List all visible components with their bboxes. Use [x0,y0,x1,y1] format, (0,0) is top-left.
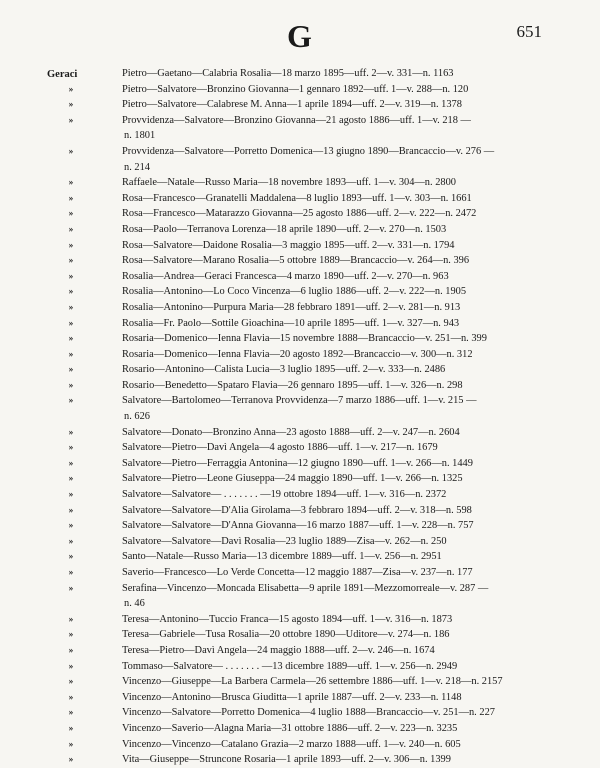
entry-line [0,222,600,238]
ditto-mark: » [68,535,74,546]
entry-text: Rosa—Francesco—Granatelli Maddalena—8 luglio 1893—uff. 1—v. 303—n. 1661 [122,192,472,204]
entry-line [0,471,600,487]
ditto-mark: » [68,333,74,344]
entry-text: Salvatore—Bartolomeo—Terranova Provvidenza—7 marzo 1886—uff. 1—v. 215 — [122,395,477,407]
entry-text: Provvidenza—Salvatore—Porretto Domenica—13 giugno 1890—Brancaccio—v. 276 — [122,145,495,157]
entry-line [0,503,600,519]
entry-line [0,737,600,753]
ditto-mark: » [68,364,74,375]
ditto-mark: » [68,489,74,500]
entry-line [0,612,600,628]
entry-line [0,347,600,363]
entry-line [0,191,600,207]
entry-text: Pietro—Salvatore—Bronzino Giovanna—1 gennaro 1892—uff. 1—v. 288—n. 120 [122,83,469,95]
entry-text: Teresa—Antonino—Tuccio Franca—15 agosto 1894—uff. 1—v. 316—n. 1873 [122,613,453,625]
entry-continuation-line [0,596,600,612]
entry-text: Rosaria—Domenico—Ienna Flavia—20 agosto 1892—Brancaccio—v. 300—n. 312 [122,348,473,360]
entry-text: Vincenzo—Giuseppe—La Barbera Carmela—26 settembre 1886—uff. 1—v. 218—n. 2157 [122,676,503,688]
ditto-mark: » [68,301,74,312]
ditto-mark: » [68,99,74,110]
entry-line [0,393,600,409]
ditto-mark: » [68,520,74,531]
ditto-mark: » [68,270,74,281]
entry-text: Salvatore—Salvatore—D'Anna Giovanna—16 marzo 1887—uff. 1—v. 228—n. 757 [122,520,474,532]
ditto-mark: » [68,442,74,453]
ditto-mark: » [68,567,74,577]
ditto-mark: » [68,691,74,702]
ditto-mark: » [68,613,74,624]
entry-text: Provvidenza—Salvatore—Bronzino Giovanna—21 agosto 1886—uff. 1—v. 218 — [122,114,471,126]
entry-text: n. 46 [124,598,145,610]
page-letter-heading: G [287,18,313,54]
ditto-mark: » [68,83,74,94]
ditto-mark: » [68,348,74,359]
entry-text: Vincenzo—Antonino—Brusca Giuditta—1 aprile 1887—uff. 2—v. 233—n. 1148 [122,691,462,703]
entry-continuation-line [0,160,600,176]
entry-line [0,425,600,441]
entry-line [0,144,600,160]
entry-text: Rosa—Francesco—Matarazzo Giovanna—25 agosto 1886—uff. 2—v. 222—n. 2472 [122,208,477,220]
entry-line [0,518,600,534]
entry-text: Rosa—Salvatore—Daidone Rosalia—3 maggio 1895—uff. 2—v. 331—n. 1794 [122,239,455,251]
entry-text: Salvatore—Salvatore—D'Alia Girolama—3 febbraro 1894—uff. 2—v. 318—n. 598 [122,504,472,516]
entry-text: Salvatore—Donato—Bronzino Anna—23 agosto 1888—uff. 2—v. 247—n. 2604 [122,426,460,438]
entry-line [0,113,600,129]
page-number: 651 [516,22,542,41]
ditto-mark: » [68,223,74,234]
entry-line [0,82,600,98]
ditto-mark: » [68,754,74,765]
entry-line [0,690,600,706]
entry-text: Teresa—Gabriele—Tusa Rosalia—20 ottobre 1890—Uditore—v. 274—n. 186 [122,629,450,641]
ditto-mark: » [68,629,74,640]
ditto-mark: » [68,317,74,328]
ditto-mark: » [68,722,74,733]
ditto-mark: » [68,644,74,655]
entry-text: Rosalia—Fr. Paolo—Sottile Gioachina—10 aprile 1895—uff. 1—v. 327—n. 943 [122,317,460,329]
entry-text: Salvatore—Salvatore—Davì Rosalia—23 luglio 1889—Zisa—v. 262—n. 250 [122,535,447,547]
entry-text: Vincenzo—Saverio—Alagna Maria—31 ottobre 1886—uff. 2—v. 223—n. 3235 [122,722,458,734]
entry-text: Rosalia—Andrea—Geraci Francesca—4 marzo 1890—uff. 2—v. 270—n. 963 [122,270,449,282]
entry-text: Salvatore—Salvatore— . . . . . . . —19 ottobre 1894—uff. 1—v. 316—n. 2372 [122,489,447,501]
entry-text: Rosario—Benedetto—Spataro Flavia—26 gennaro 1895—uff. 1—v. 326—n. 298 [122,379,463,391]
entry-line [0,269,600,285]
entry-text: Rosa—Paolo—Terranova Lorenza—18 aprile 1890—uff. 2—v. 270—n. 1503 [122,223,447,235]
register-entries [0,66,600,768]
entry-line [0,440,600,456]
ditto-mark: » [68,707,74,718]
entry-continuation-line [0,409,600,425]
entry-line [0,581,600,597]
ditto-mark: » [68,504,74,515]
entry-line [0,284,600,300]
ditto-mark: » [68,582,74,593]
entry-line [0,175,600,191]
entry-line [0,549,600,565]
entry-line [0,659,600,675]
entry-line [0,456,600,472]
entry-line [0,721,600,737]
entry-line [0,378,600,394]
entry-text: Saverio—Francesco—Lo Verde Concetta—12 maggio 1887—Zisa—v. 237—n. 177 [122,567,473,578]
ditto-mark: » [68,177,74,188]
ditto-mark: » [68,457,74,468]
entry-text: n. 214 [124,161,150,173]
ditto-mark: » [68,239,74,250]
ditto-mark: » [68,473,74,484]
entry-text: Tommaso—Salvatore— . . . . . . . —13 dicembre 1889—uff. 1—v. 256—n. 2949 [122,660,458,672]
entry-line [0,565,600,581]
entry-line [0,206,600,222]
entry-line [0,316,600,332]
ditto-mark: » [68,395,74,406]
entry-text: Teresa—Pietro—Davì Angela—24 maggio 1888—uff. 2—v. 246—n. 1674 [122,644,435,656]
entry-text: n. 626 [124,411,150,423]
ditto-mark: » [68,286,74,297]
entry-text: Vita—Giuseppe—Struncone Rosaria—1 aprile 1893—uff. 2—v. 306—n. 1399 [122,754,451,766]
ditto-mark: » [68,660,74,671]
entry-text: Rosalia—Antonino—Purpura Maria—28 febbraro 1891—uff. 2—v. 281—n. 913 [122,301,461,313]
entry-continuation-line [0,128,600,144]
entry-line [0,487,600,503]
ditto-mark: » [68,379,74,390]
ditto-mark: » [68,145,74,156]
ditto-mark: » [68,551,74,562]
entry-text: Rosario—Antonino—Calista Lucia—3 luglio 1895—uff. 2—v. 333—n. 2486 [122,364,446,376]
ditto-mark: » [68,255,74,266]
entry-line [0,752,600,768]
entry-line [0,627,600,643]
ditto-mark: » [68,676,74,687]
entry-text: Rosaria—Domenico—Ienna Flavia—15 novembre 1888—Brancaccio—v. 251—n. 399 [122,333,487,345]
entry-text: Salvatore—Pietro—Davì Angela—4 agosto 1886—uff. 1—v. 217—n. 1679 [122,442,438,454]
ditto-mark: » [68,114,74,125]
entry-line [0,300,600,316]
ditto-mark: » [68,426,74,437]
entry-line [0,362,600,378]
entry-text: Rosalia—Antonino—Lo Coco Vincenza—6 luglio 1886—uff. 2—v. 222—n. 1905 [122,286,467,298]
entry-line [0,66,600,82]
entry-text: Santo—Natale—Russo Maria—13 dicembre 1889—uff. 1—v. 256—n. 2951 [122,551,442,563]
entry-text: Rosa—Salvatore—Marano Rosalia—5 ottobre 1889—Brancaccio—v. 264—n. 396 [122,255,470,267]
entry-text: Serafina—Vincenzo—Moncada Elisabetta—9 aprile 1891—Mezzomorreale—v. 287 — [122,582,489,594]
entry-text: Vincenzo—Salvatore—Porretto Domenica—4 luglio 1888—Brancaccio—v. 251—n. 227 [122,707,495,719]
entry-text: n. 1801 [124,130,156,142]
ditto-mark: » [68,738,74,749]
entry-text: Salvatore—Pietro—Ferraggia Antonina—12 giugno 1890—uff. 1—v. 266—n. 1449 [122,457,473,469]
entry-text: Raffaele—Natale—Russo Maria—18 novembre 1893—uff. 1—v. 304—n. 2800 [122,177,456,189]
entry-line [0,331,600,347]
entry-line [0,253,600,269]
entry-line [0,97,600,113]
entry-text: Pietro—Salvatore—Calabrese M. Anna—1 aprile 1894—uff. 2—v. 319—n. 1378 [122,99,462,111]
entry-line [0,238,600,254]
entry-line [0,643,600,659]
surname-label: Geraci [47,69,78,80]
entry-text: Salvatore—Pietro—Leone Giuseppa—24 maggio 1890—uff. 1—v. 266—n. 1325 [122,473,463,485]
entry-line [0,534,600,550]
entry-line [0,674,600,690]
entry-text: Vincenzo—Vincenzo—Catalano Grazia—2 marzo 1888—uff. 1—v. 240—n. 605 [122,738,461,750]
ditto-mark: » [68,208,74,219]
entry-text: Pietro—Gaetano—Calabria Rosalia—18 marzo 1895—uff. 2—v. 331—n. 1163 [122,68,454,79]
ditto-mark: » [68,192,74,203]
